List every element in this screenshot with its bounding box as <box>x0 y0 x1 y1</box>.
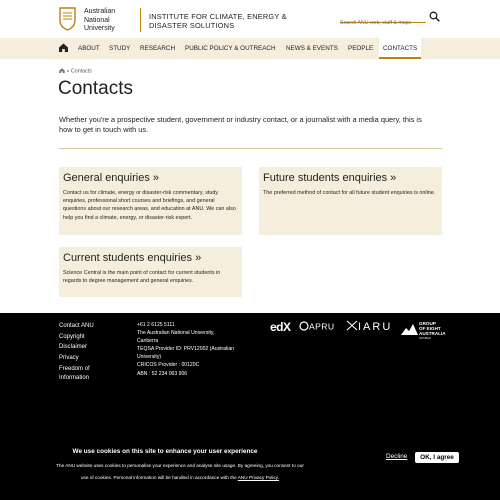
footer-link-foi[interactable]: Freedom of Information <box>59 366 90 381</box>
nav-item-people[interactable]: PEOPLE <box>348 45 374 52</box>
section-divider <box>59 148 442 149</box>
go8-wordmark: GROUP OF EIGHT AUSTRALIA <box>419 321 446 336</box>
agree-button[interactable]: OK, I agree <box>415 452 459 463</box>
go8-emblem-icon <box>401 322 418 336</box>
card-text: The preferred method of contact for all future student enquiries is online. <box>263 190 436 196</box>
decline-button[interactable]: Decline <box>386 453 408 460</box>
anu-logo[interactable] <box>59 7 129 33</box>
go8-member-label: MEMBER <box>419 336 432 340</box>
footer-link-contact[interactable]: Contact ANU <box>59 323 94 329</box>
breadcrumb <box>59 68 92 75</box>
header-divider <box>140 8 141 32</box>
institute-title[interactable]: INSTITUTE FOR CLIMATE, ENERGY & DISASTER SOLUTIONS <box>149 12 287 30</box>
nav-item-about[interactable]: ABOUT <box>78 45 100 52</box>
logo-wordmark: Australian National University <box>84 8 116 32</box>
home-icon[interactable] <box>58 42 69 53</box>
apru-ring-icon <box>299 321 309 331</box>
apru-label: APRU <box>309 321 335 332</box>
edx-logo[interactable]: edX <box>270 320 291 334</box>
footer-links <box>59 321 119 382</box>
nav-item-public-policy[interactable]: PUBLIC POLICY & OUTREACH <box>185 45 276 52</box>
breadcrumb-home-icon[interactable] <box>59 68 65 73</box>
future-students-card[interactable] <box>259 167 442 235</box>
card-title[interactable]: General enquiries » <box>63 172 160 184</box>
general-enquiries-card[interactable] <box>59 167 242 235</box>
footer-link-privacy[interactable]: Privacy <box>59 354 79 361</box>
card-text: Science Central is the main point of contact for current students in regards to degree management and general enquiries. <box>63 270 221 285</box>
footer-info <box>137 321 237 378</box>
footer-link-copyright[interactable]: Copyright <box>59 333 85 340</box>
card-text: Contact us for climate, energy or disaster-risk commentary, study enquiries, professional short courses and briefings, and general questions about our research areas, and education at ANU. We can also help you find a climate, energy, or disaster-risk expert. <box>63 190 236 221</box>
card-title[interactable]: Future students enquiries » <box>263 172 397 184</box>
search-icon[interactable] <box>429 11 440 22</box>
cookie-body: The ANU website uses cookies to personalise your experience and analyse site usage. By agreeing, you consent to our use of cookies. Personal information will be handled in accordance with the <box>56 463 304 480</box>
anu-crest-icon <box>59 7 76 31</box>
site-header <box>0 0 500 38</box>
card-title[interactable]: Current students enquiries » <box>63 252 202 264</box>
nav-item-research[interactable]: RESEARCH <box>140 45 175 52</box>
iaru-logo[interactable] <box>346 320 392 333</box>
main-nav <box>0 38 500 59</box>
nav-item-news-events[interactable]: NEWS & EVENTS <box>286 45 338 52</box>
search-input[interactable] <box>340 18 426 29</box>
footer-cricos: CRICOS Provider : 00120C <box>137 362 200 369</box>
cookie-text <box>55 460 305 484</box>
breadcrumb-current: Contacts <box>70 68 92 75</box>
current-students-card[interactable] <box>59 247 242 297</box>
footer-address: The Australian National University, Canberra <box>137 330 215 345</box>
footer-link-disclaimer[interactable]: Disclaimer <box>59 344 88 351</box>
page-title: Contacts <box>58 78 133 99</box>
footer-teqsa: TEQSA Provider ID: PRV12002 (Australian University) <box>137 346 235 361</box>
search-field[interactable] <box>340 11 426 23</box>
go8-logo[interactable] <box>401 320 446 344</box>
nav-item-contacts[interactable]: CONTACTS <box>379 38 421 59</box>
cookie-banner <box>0 438 500 500</box>
iaru-label: IARU <box>358 321 393 333</box>
breadcrumb-separator: » <box>66 68 70 75</box>
nav-item-study[interactable]: STUDY <box>109 45 131 52</box>
apru-logo[interactable] <box>299 321 334 332</box>
privacy-policy-link[interactable]: ANU Privacy Policy. <box>237 475 280 480</box>
cookie-title: We use cookies on this site to enhance your user experience <box>72 448 258 455</box>
footer-abn: ABN : 52 234 063 906 <box>137 370 188 377</box>
footer-phone[interactable]: +61 2 6125 5111 <box>137 322 175 328</box>
iaru-mark-icon <box>346 320 358 331</box>
intro-text: Whether you're a prospective student, government or industry contact, or a journalist with a media query, this is how to get in touch with us. <box>59 115 422 134</box>
